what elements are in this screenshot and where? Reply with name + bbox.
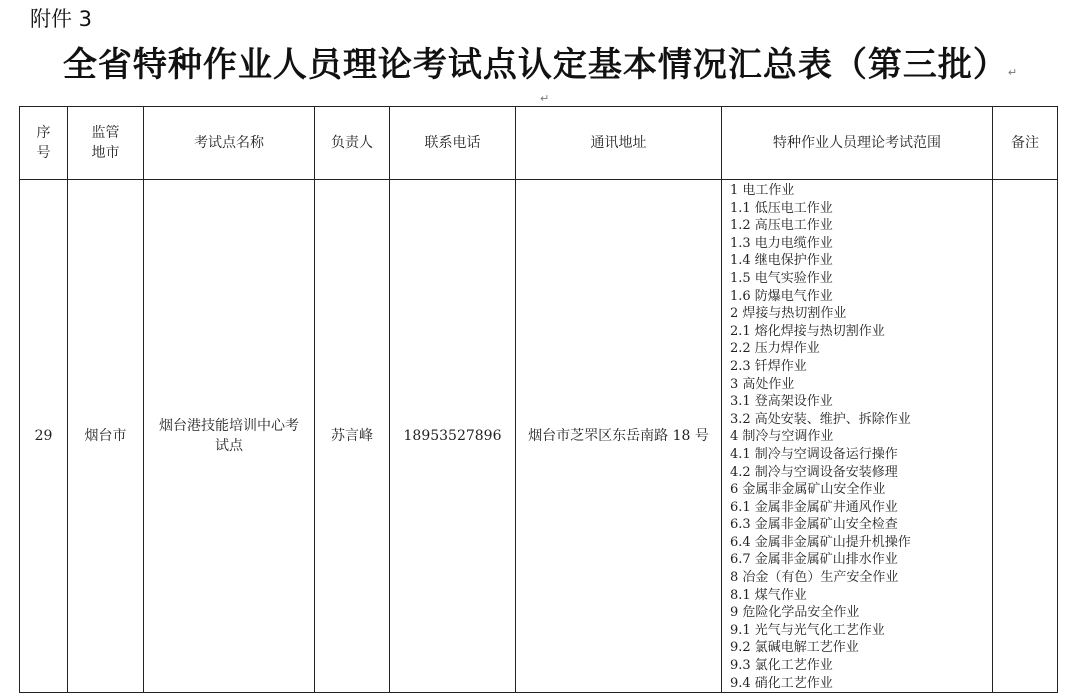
scope-item: 1.3 电力电缆作业 (730, 235, 833, 251)
cell-contact-person: 苏言峰 (315, 180, 390, 693)
scope-item: 6.1 金属非金属矿井通风作业 (730, 499, 898, 515)
scope-item: 1.2 高压电工作业 (730, 218, 833, 234)
cell-phone: 18953527896 (390, 180, 516, 693)
scope-item: 3 高处作业 (730, 376, 795, 392)
scope-item: 3.2 高处安装、维护、拆除作业 (730, 411, 911, 427)
scope-item: 8 冶金（有色）生产安全作业 (730, 570, 899, 586)
scope-item: 6.7 金属非金属矿山排水作业 (730, 552, 898, 568)
table-row (20, 180, 1058, 693)
cell-scope (722, 180, 993, 693)
header-city: 监管地市 (68, 107, 144, 180)
page-title (0, 42, 1080, 96)
page-title-text: 全省特种作业人员理论考试点认定基本情况汇总表（第三批） (62, 45, 1008, 85)
cell-remarks (993, 180, 1058, 693)
scope-item: 1.4 继电保护作业 (730, 253, 833, 269)
paragraph-mark-icon: ↵ (1007, 66, 1018, 79)
scope-item: 8.1 煤气作业 (730, 587, 807, 603)
scope-item: 2.1 熔化焊接与热切割作业 (730, 323, 885, 339)
scope-item: 6.4 金属非金属矿山提升机操作 (730, 534, 911, 550)
scope-item: 4 制冷与空调作业 (730, 429, 834, 445)
paragraph-mark-icon: ↵ (540, 92, 550, 105)
scope-item: 4.2 制冷与空调设备安装修理 (730, 464, 898, 480)
scope-item: 9.2 氯碱电解工艺作业 (730, 640, 859, 656)
cell-address: 烟台市芝罘区东岳南路 18 号 (516, 180, 722, 693)
attachment-label (30, 6, 92, 32)
scope-item: 9 危险化学品安全作业 (730, 605, 860, 621)
header-scope: 特种作业人员理论考试范围 (722, 107, 993, 180)
scope-item: 9.1 光气与光气化工艺作业 (730, 622, 885, 638)
scope-item: 9.3 氯化工艺作业 (730, 658, 833, 674)
scope-item: 2.3 钎焊作业 (730, 358, 807, 374)
cell-city: 烟台市 (68, 180, 144, 693)
scope-item: 4.1 制冷与空调设备运行操作 (730, 446, 898, 462)
header-seq: 序号 (20, 107, 68, 180)
scope-item: 3.1 登高架设作业 (730, 394, 833, 410)
header-phone: 联系电话 (390, 107, 516, 180)
scope-item: 2 焊接与热切割作业 (730, 306, 847, 322)
scope-item: 6 金属非金属矿山安全作业 (730, 482, 886, 498)
scope-item: 6.3 金属非金属矿山安全检查 (730, 517, 898, 533)
scope-item: 9.4 硝化工艺作业 (730, 675, 833, 691)
cell-site-name: 烟台港技能培训中心考试点 (144, 180, 315, 693)
scope-item: 2.2 压力焊作业 (730, 341, 820, 357)
scope-item: 1.1 低压电工作业 (730, 200, 833, 216)
header-contact-person: 负责人 (315, 107, 390, 180)
header-address: 通讯地址 (516, 107, 722, 180)
table-header-row (20, 107, 1058, 180)
header-site-name: 考试点名称 (144, 107, 315, 180)
header-remarks: 备注 (993, 107, 1058, 180)
summary-table (19, 106, 1058, 693)
cell-seq: 29 (20, 180, 68, 693)
scope-list (722, 180, 992, 692)
scope-item: 1.5 电气实验作业 (730, 270, 833, 286)
scope-item: 1.6 防爆电气作业 (730, 288, 833, 304)
scope-item: 1 电工作业 (730, 183, 795, 198)
attachment-label-text: 附件 3 (30, 7, 93, 31)
